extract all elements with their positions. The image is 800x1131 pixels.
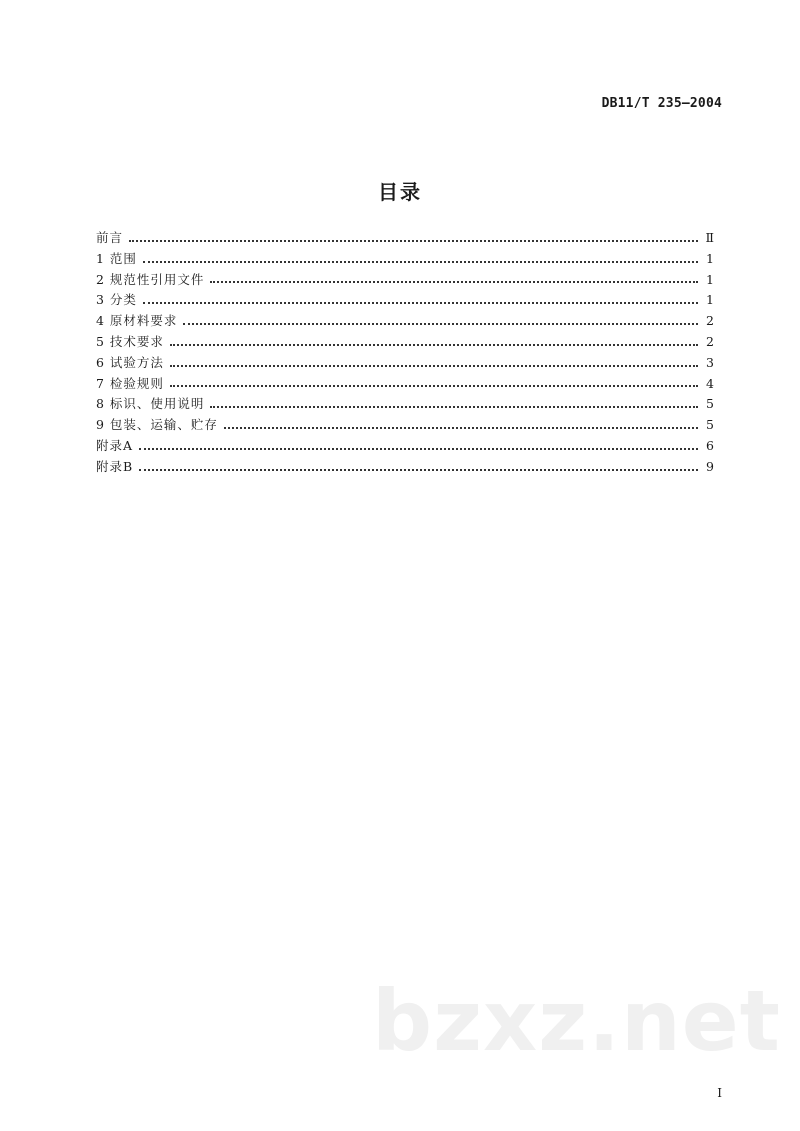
toc-entry-label: 8 标识、使用说明 [96,396,205,412]
toc-entry-page: 3 [706,354,714,370]
toc-entry-foreword[interactable] [96,228,714,249]
toc-entry-label: 5 技术要求 [96,333,164,349]
toc-entry-inspection-rules[interactable] [96,374,714,395]
toc-entry-label: 4 原材料要求 [96,313,178,329]
toc-entry-page: 5 [706,417,714,433]
toc-entry-page: 1 [706,271,714,287]
toc-entry-page: 2 [706,333,714,349]
toc-entry-appendix-a[interactable] [96,436,714,457]
toc-dot-leader [139,468,698,471]
toc-entry-technical-requirements[interactable] [96,332,714,353]
watermark: bzxz.net [372,972,781,1070]
toc-entry-label: 7 检验规则 [96,375,164,391]
toc-entry-label: 附录A [96,437,134,453]
toc-dot-leader [210,405,698,408]
toc-entry-page: 1 [706,250,714,266]
toc-entry-raw-materials[interactable] [96,311,714,332]
toc-dot-leader [170,384,698,387]
toc-entry-page: Ⅱ [705,230,714,245]
toc-dot-leader [129,239,698,242]
toc-entry-label: 前言 [96,230,124,245]
toc-dot-leader [170,343,698,346]
toc-dot-leader [143,260,698,263]
toc-entry-page: 4 [706,375,714,391]
toc-entry-label: 3 分类 [96,292,137,308]
page-number: I [717,1086,722,1100]
toc-entry-page: 1 [706,292,714,308]
table-of-contents [96,228,714,478]
toc-entry-page: 6 [706,437,714,453]
toc-entry-label: 6 试验方法 [96,354,164,370]
toc-entry-classification[interactable] [96,290,714,311]
toc-entry-label: 2 规范性引用文件 [96,271,205,287]
toc-dot-leader [139,447,698,450]
toc-entry-normative-references[interactable] [96,270,714,291]
toc-title: 目录 [378,180,422,204]
toc-entry-test-methods[interactable] [96,353,714,374]
toc-entry-scope[interactable] [96,249,714,270]
toc-entry-packaging-storage[interactable] [96,415,714,436]
document-code: DB11/T 235—2004 [601,96,722,111]
toc-entry-label: 9 包装、运输、贮存 [96,417,218,433]
toc-entry-label: 附录B [96,458,134,474]
toc-entry-appendix-b[interactable] [96,457,714,478]
toc-entry-label: 1 范围 [96,250,137,266]
toc-entry-page: 2 [706,313,714,329]
toc-dot-leader [210,280,698,283]
toc-dot-leader [170,364,698,367]
toc-entry-page: 9 [706,458,714,474]
toc-dot-leader [183,322,698,325]
toc-dot-leader [224,426,698,429]
toc-entry-page: 5 [706,396,714,412]
toc-dot-leader [143,301,698,304]
toc-entry-marking-instructions[interactable] [96,394,714,415]
